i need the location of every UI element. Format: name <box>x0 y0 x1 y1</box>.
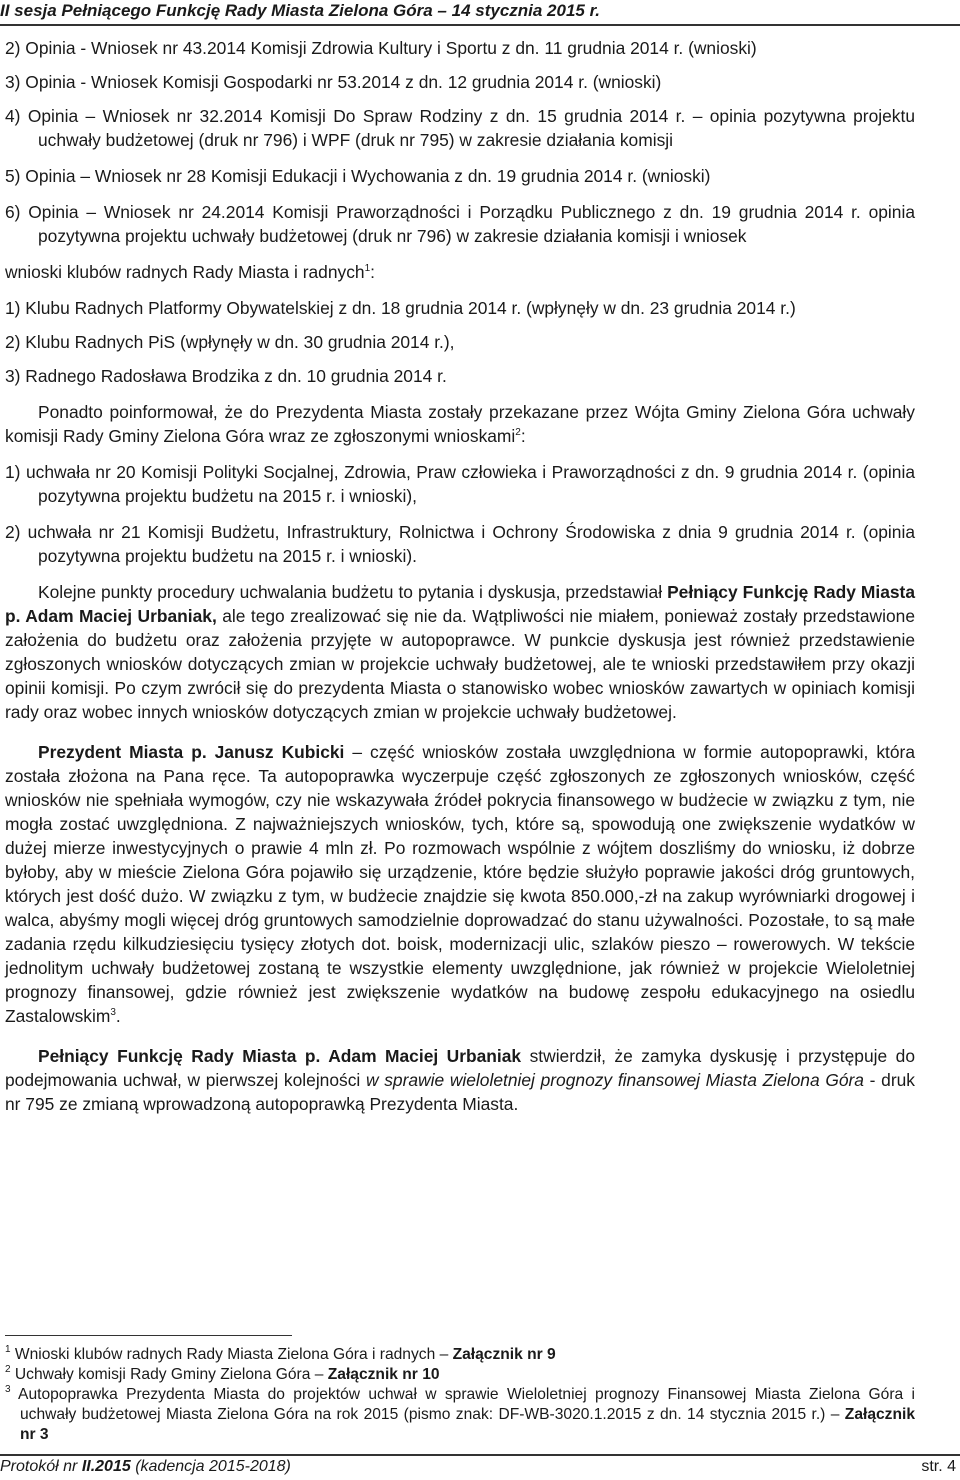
page-number: str. 4 <box>921 1458 956 1475</box>
paragraph-prezydent: Prezydent Miasta p. Janusz Kubicki – część wniosków została uwzględniona w formie autopoprawki, która została złożona na Pana ręce. Ta autopoprawka wyczerpuje część zgłoszonych ze zgłoszonych wniosków, część wniosków nie spełniała wymogów, czy nie wskazywała źródeł pokrycia finansowego w budżecie w związku z tym, nie mogła zostać uwzględniona. Z najważniejszych wniosków, tych, które są, spowodują one zwiększenie wydatków w dużej mierze inwestycyjnych o prawie 4 mln zł. Po rozmowach wspólnie z wójtem doszliśmy do wniosku, iż dobrze byłoby, aby w mieście Zielona Góra pojawiło się urządzenie, które będzie służyło poprawie jakości dróg gruntowych, których jest dość dużo. W związku z tym, w budżecie znajdzie się kwota 850.000,-zł na zakup wyrówniarki drogowej i walca, abyśmy mogli więcej dróg gruntowych samodzielnie doprowadzać do stanu używalności. Pozostałe, to są małe zadania rzędu kilkudziesięciu tysięcy złotych dot. boisk, modernizacji ulic, szlaków pieszo – rowerowych. W tekście jednolitym uchwały budżetowej zostaną te wszystkie elementy uwzględnione, jak również w projekcie Wieloletniej prognozy finansowej, gdzie również jest zwiększenie wydatków na budowę zespołu edukacyjnego na osiedlu Zastalowskim$^3$. <box>5 742 915 1026</box>
speaker-name: Pełniący Funkcję Rady Miasta p. Adam Maciej Urbaniak <box>38 1046 522 1066</box>
list-item: 3) Opinia - Wniosek Komisji Gospodarki nr 53.2014 z dn. 12 grudnia 2014 r. (wnioski) <box>5 72 662 92</box>
header-title: II sesja Pełniącego Funkcję Rady Miasta Zielona Góra – 14 stycznia 2015 r. <box>0 1 600 20</box>
paragraph-kolejne: Kolejne punkty procedury uchwalania budżetu to pytania i dyskusja, przedstawiał Pełniący Funkcję Rady Miasta p. Adam Maciej Urbaniak, ale tego zrealizować się nie da. Wątpliwości nie miałem, ponieważ zostały przedstawione założenia do budżetu oraz założenia przyjęte w autopoprawce. W punkcie dyskusja jest również przedstawienie zgłoszonych wniosków dotyczących zmian w projekcie uchwały budżetowej, ale te wnioski przedstawiłem przy okazji opinii komisji. Po czym zwrócił się do prezydenta Miasta o stanowisko wobec wniosków zawartych w opiniach komisji rady oraz wobec innych wniosków dotyczących zmian w projekcie uchwały budżetowej. <box>5 582 915 722</box>
list-item: 2) uchwała nr 21 Komisji Budżetu, Infrastruktury, Rolnictwa i Ochrony Środowiska z dnia 9 grudnia 2014 r. (opinia pozytywna projektu budżetu na 2015 r. i wnioski). <box>5 522 915 566</box>
list-item: 2) Opinia - Wniosek nr 43.2014 Komisji Zdrowia Kultury i Sportu z dn. 11 grudnia 2014 r. (wnioski) <box>5 38 757 58</box>
header-rule <box>0 24 960 26</box>
footnote-rule <box>5 1335 292 1336</box>
list-item: 5) Opinia – Wniosek nr 28 Komisji Edukacji i Wychowania z dn. 19 grudnia 2014 r. (wnioski) <box>5 166 711 186</box>
list-item: 6) Opinia – Wniosek nr 24.2014 Komisji Praworządności i Porządku Publicznego z dn. 19 grudnia 2014 r. opinia pozytywna projektu uchwały budżetowej (druk nr 796) w zakresie działania komisji i wniosek <box>5 202 915 246</box>
wnioski-intro: wnioski klubów radnych Rady Miasta i radnych$^1$: <box>5 262 375 282</box>
list-item: 1) uchwała nr 20 Komisji Polityki Socjalnej, Zdrowia, Praw człowieka i Praworządności z dn. 9 grudnia 2014 r. (opinia pozytywna projektu budżetu na 2015 r. i wnioski), <box>5 462 915 506</box>
document-body <box>5 36 915 1116</box>
footer-protocol: Protokół nr II.2015 (kadencja 2015-2018) <box>0 1458 291 1475</box>
list-item: 1) Klubu Radnych Platformy Obywatelskiej z dn. 18 grudnia 2014 r. (wpłynęły w dn. 23 grudnia 2014 r.) <box>5 298 796 318</box>
footnote: $^3$ Autopoprawka Prezydenta Miasta do projektów uchwał w sprawie Wieloletniej prognozy Finansowej Miasta Zielona Góra i uchwały budżetowej Miasta Zielona Góra na rok 2015 (pismo znak: DF-WB-3020.1.2015 z dn. 14 stycznia 2015 r.) – Załącznik nr 3 <box>5 1384 915 1443</box>
footnote: $^2$ Uchwały komisji Rady Gminy Zielona Góra – Załącznik nr 10 <box>5 1364 440 1383</box>
speaker-name: Pełniący Funkcję Rady Miasta p. Adam Maciej Urbaniak, <box>5 582 915 626</box>
footer-rule <box>0 1454 960 1456</box>
list-item: 3) Radnego Radosława Brodzika z dn. 10 grudnia 2014 r. <box>5 366 447 386</box>
page-footer <box>0 1458 960 1478</box>
footnote-ref: 1 <box>364 263 371 274</box>
paragraph-ponadto: Ponadto poinformował, że do Prezydenta Miasta zostały przekazane przez Wójta Gminy Zielona Góra uchwały komisji Rady Gminy Zielona Góra wraz ze zgłoszonymi wnioskami$^2$: <box>5 402 915 446</box>
speaker-name: Prezydent Miasta p. Janusz Kubicki <box>38 742 345 762</box>
footnote-ref: 2 <box>515 427 521 438</box>
list-item: 4) Opinia – Wniosek nr 32.2014 Komisji Do Spraw Rodziny z dn. 15 grudnia 2014 r. – opinia pozytywna projektu uchwały budżetowej (druk nr 796) i WPF (druk nr 795) w zakresie działania komisji <box>5 106 915 150</box>
paragraph-final: Pełniący Funkcję Rady Miasta p. Adam Maciej Urbaniak stwierdził, że zamyka dyskusję i przystępuje do podejmowania uchwał, w pierwszej kolejności w sprawie wieloletniej prognozy finansowej Miasta Zielona Góra - druk nr 795 ze zmianą wprowadzoną autopoprawką Prezydenta Miasta. <box>5 1046 915 1114</box>
footnote-ref: 3 <box>110 1007 116 1018</box>
resolution-title: w sprawie wieloletniej prognozy finansowej Miasta Zielona Góra <box>365 1070 864 1090</box>
footnote: $^1$ Wnioski klubów radnych Rady Miasta Zielona Góra i radnych – Załącznik nr 9 <box>5 1344 556 1363</box>
list-item: 2) Klubu Radnych PiS (wpłynęły w dn. 30 grudnia 2014 r.), <box>5 332 455 352</box>
footnotes <box>5 1345 915 1445</box>
page-header <box>0 0 960 22</box>
